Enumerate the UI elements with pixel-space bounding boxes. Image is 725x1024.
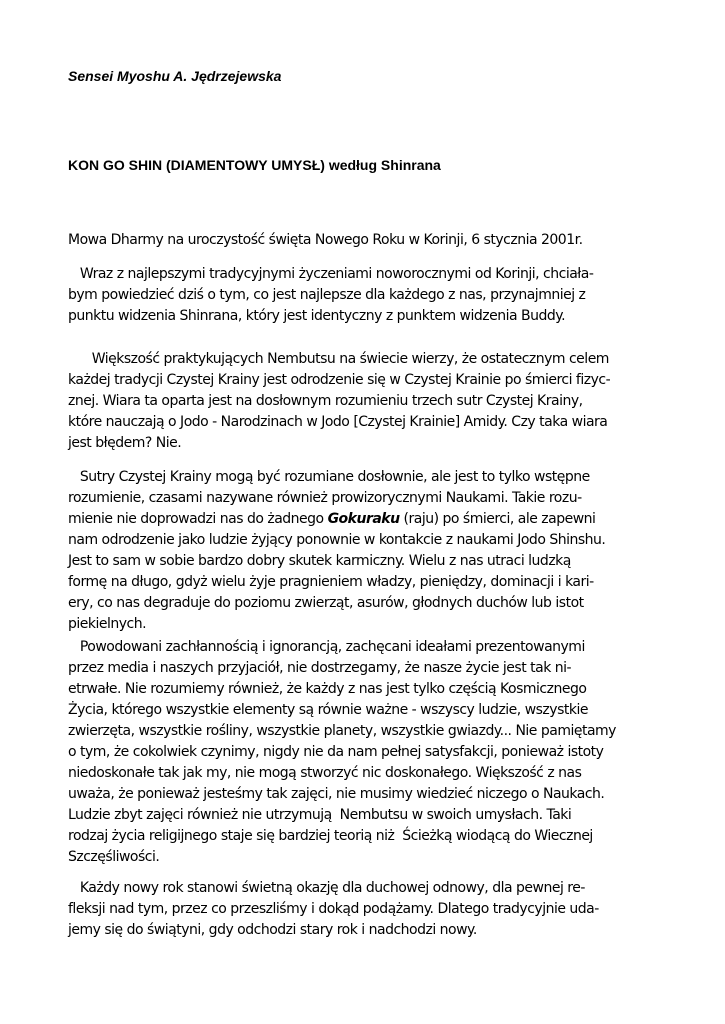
paragraph-line: ery, co nas degraduje do poziomu zwierząt, asurów, głodnych duchów lub istot <box>68 595 584 611</box>
paragraph-line: zwierzęta, wszystkie rośliny, wszystkie planety, wszystkie gwiazdy... Nie pamiętamy <box>68 723 616 739</box>
text-segment: (raju) po śmierci, ale zapewni <box>399 511 596 527</box>
paragraph-line: o tym, że cokolwiek czynimy, nigdy nie da nam pełnej satysfakcji, ponieważ istoty <box>68 744 604 760</box>
paragraph-line: uważa, że ponieważ jesteśmy tak zajęci, nie musimy wiedzieć niczego o Naukach. <box>68 786 605 802</box>
paragraph-line: każdej tradycji Czystej Krainy jest odrodzenie się w Czystej Krainie po śmierci fizyc- <box>68 372 611 388</box>
paragraph-line: jemy się do świątyni, gdy odchodzi stary rok i nadchodzi nowy. <box>68 922 477 938</box>
paragraph-3 <box>68 467 668 635</box>
paragraph-line: przez media i naszych przyjaciół, nie dostrzegamy, że nasze życie jest tak ni- <box>68 660 572 676</box>
paragraph-line: formę na długo, gdyż wielu żyje pragnieniem władzy, pieniędzy, dominacji i kari- <box>68 574 594 590</box>
paragraph-line: rodzaj życia religijnego staje się bardziej teorią niż Ścieżką wiodącą do Wiecznej <box>68 828 593 844</box>
paragraph-line: bym powiedzieć dziś o tym, co jest najlepsze dla każdego z nas, przynajmniej z <box>68 287 586 303</box>
paragraph-line: punktu widzenia Shinrana, który jest identyczny z punktem widzenia Buddy. <box>68 308 566 324</box>
paragraph-line: Szczęśliwości. <box>68 849 160 865</box>
author-name: Sensei Myoshu A. Jędrzejewska <box>68 68 282 84</box>
paragraph-5 <box>68 878 668 941</box>
paragraph-2 <box>68 349 668 454</box>
paragraph-line: Sutry Czystej Krainy mogą być rozumiane dosłownie, ale jest to tylko wstępne <box>68 469 590 485</box>
paragraph-line: Powodowani zachłannością i ignorancją, zachęcani ideałami prezentowanymi <box>68 639 585 655</box>
paragraph-line: Życia, którego wszystkie elementy są równie ważne - wszyscy ludzie, wszystkie <box>68 702 588 718</box>
gokuraku-term: Gokuraku <box>327 511 400 527</box>
paragraph-line: nam odrodzenie jako ludzie żyjący ponownie w kontakcie z naukami Jodo Shinshu. <box>68 532 606 548</box>
paragraph-line: Ludzie zbyt zajęci również nie utrzymują Nembutsu w swoich umysłach. Taki <box>68 807 572 823</box>
document-title: KON GO SHIN (DIAMENTOWY UMYSŁ) według Shinrana <box>68 157 441 173</box>
paragraph-line: Większość praktykujących Nembutsu na świecie wierzy, że ostatecznym celem <box>68 351 609 367</box>
paragraph-4 <box>68 637 668 868</box>
paragraph-line: Każdy nowy rok stanowi świetną okazję dla duchowej odnowy, dla pewnej re- <box>68 880 585 896</box>
paragraph-line <box>68 509 668 530</box>
paragraph-line: niedoskonałe tak jak my, nie mogą stworzyć nic doskonałego. Większość z nas <box>68 765 582 781</box>
paragraph-line: jest błędem? Nie. <box>68 435 182 451</box>
text-segment: mienie nie doprowadzi nas do żadnego <box>68 511 328 527</box>
paragraph-1 <box>68 264 668 327</box>
paragraph-line: Wraz z najlepszymi tradycyjnymi życzeniami noworocznymi od Korinji, chciała- <box>68 266 594 282</box>
paragraph-line: Jest to sam w sobie bardzo dobry skutek karmiczny. Wielu z nas utraci ludzką <box>68 553 571 569</box>
paragraph-line: które nauczają o Jodo - Narodzinach w Jodo [Czystej Krainie] Amidy. Czy taka wiara <box>68 414 608 430</box>
paragraph-line: etrwałe. Nie rozumiemy również, że każdy z nas jest tylko częścią Kosmicznego <box>68 681 587 697</box>
intro-paragraph <box>68 230 668 251</box>
intro-line: Mowa Dharmy na uroczystość święta Nowego Roku w Korinji, 6 stycznia 2001r. <box>68 232 583 248</box>
paragraph-line: znej. Wiara ta oparta jest na dosłownym rozumieniu trzech sutr Czystej Krainy, <box>68 393 583 409</box>
paragraph-line: fleksji nad tym, przez co przeszliśmy i dokąd podążamy. Dlatego tradycyjnie uda- <box>68 901 599 917</box>
paragraph-line: rozumienie, czasami nazywane również prowizorycznymi Naukami. Takie rozu- <box>68 490 582 506</box>
paragraph-line: piekielnych. <box>68 616 147 632</box>
